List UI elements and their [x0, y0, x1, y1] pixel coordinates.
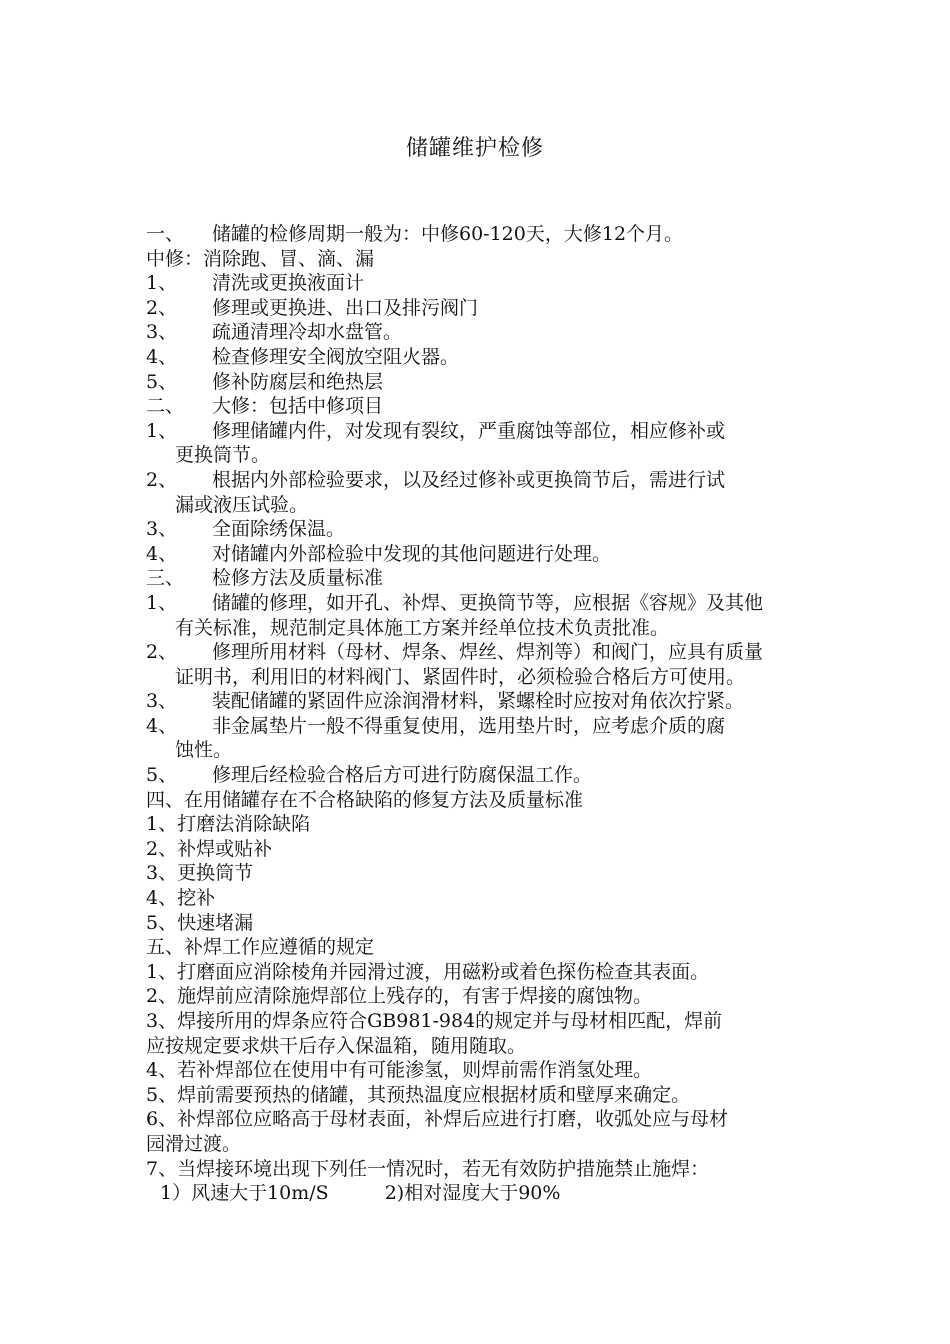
line-text: 有关标准，规范制定具体施工方案并经单位技术负责批准。 — [175, 616, 670, 639]
text-line — [146, 911, 816, 936]
line-text: 园滑过渡。 — [146, 1132, 242, 1155]
item-number: 3、 — [146, 690, 178, 713]
text-line — [146, 222, 816, 247]
line-text: 疏通清理冷却水盘管。 — [212, 321, 403, 344]
item-number: 三、 — [146, 567, 185, 590]
line-text: 储罐的检修周期一般为：中修60-120天，大修12个月。 — [212, 223, 684, 245]
text-line — [146, 591, 816, 616]
line-text: 5、快速堵漏 — [146, 911, 254, 934]
condition-item: 2)相对湿度大于90% — [384, 1182, 561, 1205]
line-text: 储罐的修理，如开孔、补焊、更换筒节等，应根据《容规》及其他 — [212, 591, 764, 614]
text-line — [146, 812, 816, 837]
text-line — [146, 468, 816, 493]
line-text: 修理储罐内件，对发现有裂纹，严重腐蚀等部位，相应修补或 — [212, 419, 726, 442]
item-number: 4、 — [146, 542, 178, 565]
text-line — [146, 443, 816, 468]
text-line — [146, 1058, 816, 1083]
line-text: 五、补焊工作应遵循的规定 — [146, 936, 375, 959]
text-line — [146, 788, 816, 813]
line-text: 2、补焊或贴补 — [146, 837, 273, 860]
line-text: 3、更换筒节 — [146, 862, 254, 885]
text-line — [146, 1009, 816, 1034]
text-line — [146, 1157, 816, 1182]
text-line — [146, 493, 816, 518]
line-text: 3、焊接所用的焊条应符合GB981-984的规定并与母材相匹配，焊前 — [146, 1010, 723, 1032]
line-text: 根据内外部检验要求，以及经过修补或更换筒节后，需进行试 — [212, 468, 726, 491]
text-line — [146, 320, 816, 345]
line-text: 蚀性。 — [175, 739, 233, 762]
line-text: 1、打磨法消除缺陷 — [146, 813, 311, 836]
condition-item: 1）风速大于10m/S — [160, 1182, 329, 1205]
line-text: 装配储罐的紧固件应涂润滑材料，紧螺栓时应按对角依次拧紧。 — [212, 690, 745, 713]
line-text: 四、在用储罐存在不合格缺陷的修复方法及质量标准 — [146, 788, 584, 811]
text-line — [146, 616, 816, 641]
text-line — [146, 296, 816, 321]
item-number: 5、 — [146, 764, 178, 787]
item-number: 3、 — [146, 321, 178, 344]
line-text: 漏或液压试验。 — [175, 493, 309, 516]
item-number: 2、 — [146, 296, 178, 319]
text-line — [146, 861, 816, 886]
item-number: 5、 — [146, 370, 178, 393]
item-number: 1、 — [146, 419, 178, 442]
line-text: 4、挖补 — [146, 887, 216, 910]
line-text: 修理后经检验合格后方可进行防腐保温工作。 — [212, 764, 593, 787]
line-text: 7、当焊接环境出现下列任一情况时，若无有效防护措施禁止施焊： — [146, 1157, 710, 1180]
text-line — [146, 370, 816, 395]
document-title: 储罐维护检修 — [405, 136, 544, 161]
text-line — [146, 1034, 816, 1059]
line-text: 更换筒节。 — [175, 444, 271, 467]
item-number: 一、 — [146, 223, 185, 245]
item-number: 4、 — [146, 345, 178, 368]
line-text: 大修：包括中修项目 — [212, 395, 384, 418]
line-text: 修补防腐层和绝热层 — [212, 370, 384, 393]
conditions-line — [146, 1181, 816, 1206]
text-line — [146, 960, 816, 985]
text-line — [146, 935, 816, 960]
text-line — [146, 763, 816, 788]
text-line — [146, 542, 816, 567]
text-line — [146, 1132, 816, 1157]
text-line — [146, 640, 816, 665]
text-line — [146, 1107, 816, 1132]
text-line — [146, 837, 816, 862]
text-line — [146, 566, 816, 591]
item-number: 1、 — [146, 272, 178, 295]
text-line — [146, 345, 816, 370]
line-text: 修理或更换进、出口及排污阀门 — [212, 296, 479, 319]
item-number: 2、 — [146, 641, 178, 664]
text-line — [146, 517, 816, 542]
line-text: 非金属垫片一般不得重复使用，选用垫片时，应考虑介质的腐 — [212, 714, 726, 737]
line-text: 证明书，利用旧的材料阀门、紧固件时，必须检验合格后方可使用。 — [175, 665, 746, 688]
item-number: 4、 — [146, 714, 178, 737]
line-text: 6、补焊部位应略高于母材表面，补焊后应进行打磨，收弧处应与母材 — [146, 1108, 729, 1131]
text-line — [146, 271, 816, 296]
item-number: 二、 — [146, 395, 185, 418]
line-text: 全面除绣保温。 — [212, 518, 346, 541]
line-text: 2、施焊前应清除施焊部位上残存的，有害于焊接的腐蚀物。 — [146, 985, 653, 1008]
item-number: 1、 — [146, 591, 178, 614]
text-line — [146, 738, 816, 763]
item-number: 3、 — [146, 518, 178, 541]
document-body — [146, 222, 816, 1206]
line-text: 中修：消除跑、冒、滴、漏 — [146, 247, 375, 270]
text-line — [146, 984, 816, 1009]
line-text: 应按规定要求烘干后存入保温箱，随用随取。 — [146, 1034, 527, 1057]
line-text: 检查修理安全阀放空阻火器。 — [212, 345, 460, 368]
line-text: 1、打磨面应消除棱角并园滑过渡，用磁粉或着色探伤检查其表面。 — [146, 960, 710, 983]
text-line — [146, 419, 816, 444]
line-text: 检修方法及质量标准 — [212, 567, 384, 590]
text-line — [146, 394, 816, 419]
text-line — [146, 1083, 816, 1108]
line-text: 5、焊前需要预热的储罐，其预热温度应根据材质和壁厚来确定。 — [146, 1083, 691, 1106]
text-line — [146, 886, 816, 911]
line-text: 修理所用材料（母材、焊条、焊丝、焊剂等）和阀门，应具有质量 — [212, 641, 764, 664]
item-number: 2、 — [146, 468, 178, 491]
text-line — [146, 714, 816, 739]
text-line — [146, 689, 816, 714]
text-line — [146, 665, 816, 690]
line-text: 4、若补焊部位在使用中有可能渗氢，则焊前需作消氢处理。 — [146, 1059, 653, 1082]
text-line — [146, 247, 816, 272]
line-text: 对储罐内外部检验中发现的其他问题进行处理。 — [212, 542, 612, 565]
line-text: 清洗或更换液面计 — [212, 272, 365, 295]
